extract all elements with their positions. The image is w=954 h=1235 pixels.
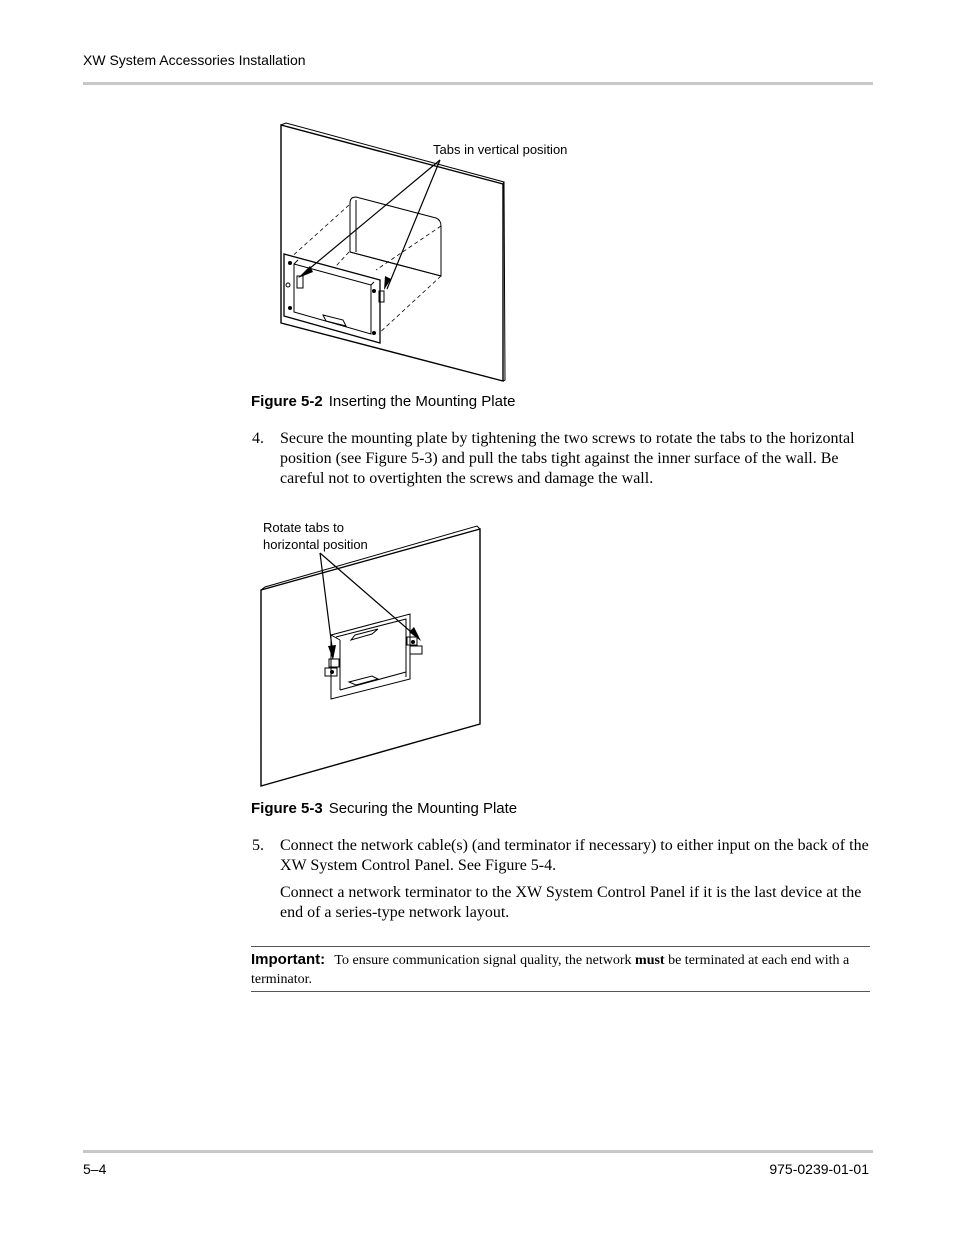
- document-number: 975-0239-01-01: [769, 1161, 869, 1177]
- step-5: [252, 836, 872, 876]
- step-4-text: Secure the mounting plate by tightening the two screws to rotate the tabs to the horizontal position (see Figure 5-3) and pull the tabs tight against the inner surface of the wall. Be careful not to overtighten the screws and damage the wall.: [280, 430, 855, 487]
- important-text-before: To ensure communication signal quality, the network: [334, 953, 632, 968]
- figure-5-3-annotation-line1: Rotate tabs to: [263, 520, 344, 535]
- running-header: XW System Accessories Installation: [83, 52, 306, 68]
- figure-5-3-title: Securing the Mounting Plate: [328, 800, 518, 817]
- figure-5-3-caption: [251, 800, 517, 817]
- important-note: [251, 946, 870, 992]
- figure-5-2-illustration: [270, 115, 610, 390]
- figure-5-3-illustration: [255, 515, 490, 795]
- figure-5-2-caption: [251, 393, 515, 410]
- step-4: [252, 429, 872, 489]
- figure-5-2-label: Figure 5-2: [251, 393, 323, 410]
- important-label: Important:: [251, 951, 326, 968]
- important-emphasis: must: [635, 953, 665, 968]
- step-4-number: 4.: [252, 430, 264, 447]
- step-5-text: Connect the network cable(s) (and terminator if necessary) to either input on the back of the XW System Control Panel. See Figure 5-4.: [280, 837, 869, 874]
- figure-5-2-title: Inserting the Mounting Plate: [328, 393, 516, 410]
- step-5-followup: Connect a network terminator to the XW System Control Panel if it is the last device at the end of a series-type network layout.: [280, 884, 862, 921]
- figure-5-2-annotation: Tabs in vertical position: [433, 142, 568, 157]
- figure-5-3-label: Figure 5-3: [251, 800, 323, 817]
- important-text-after: be terminated at each end with a terminator.: [251, 953, 850, 987]
- figure-5-3-annotation-line2: horizontal position: [263, 537, 368, 552]
- footer-rule: [83, 1150, 873, 1153]
- header-rule: [83, 82, 873, 85]
- step-5-number: 5.: [252, 837, 264, 854]
- page-number: 5–4: [83, 1161, 107, 1177]
